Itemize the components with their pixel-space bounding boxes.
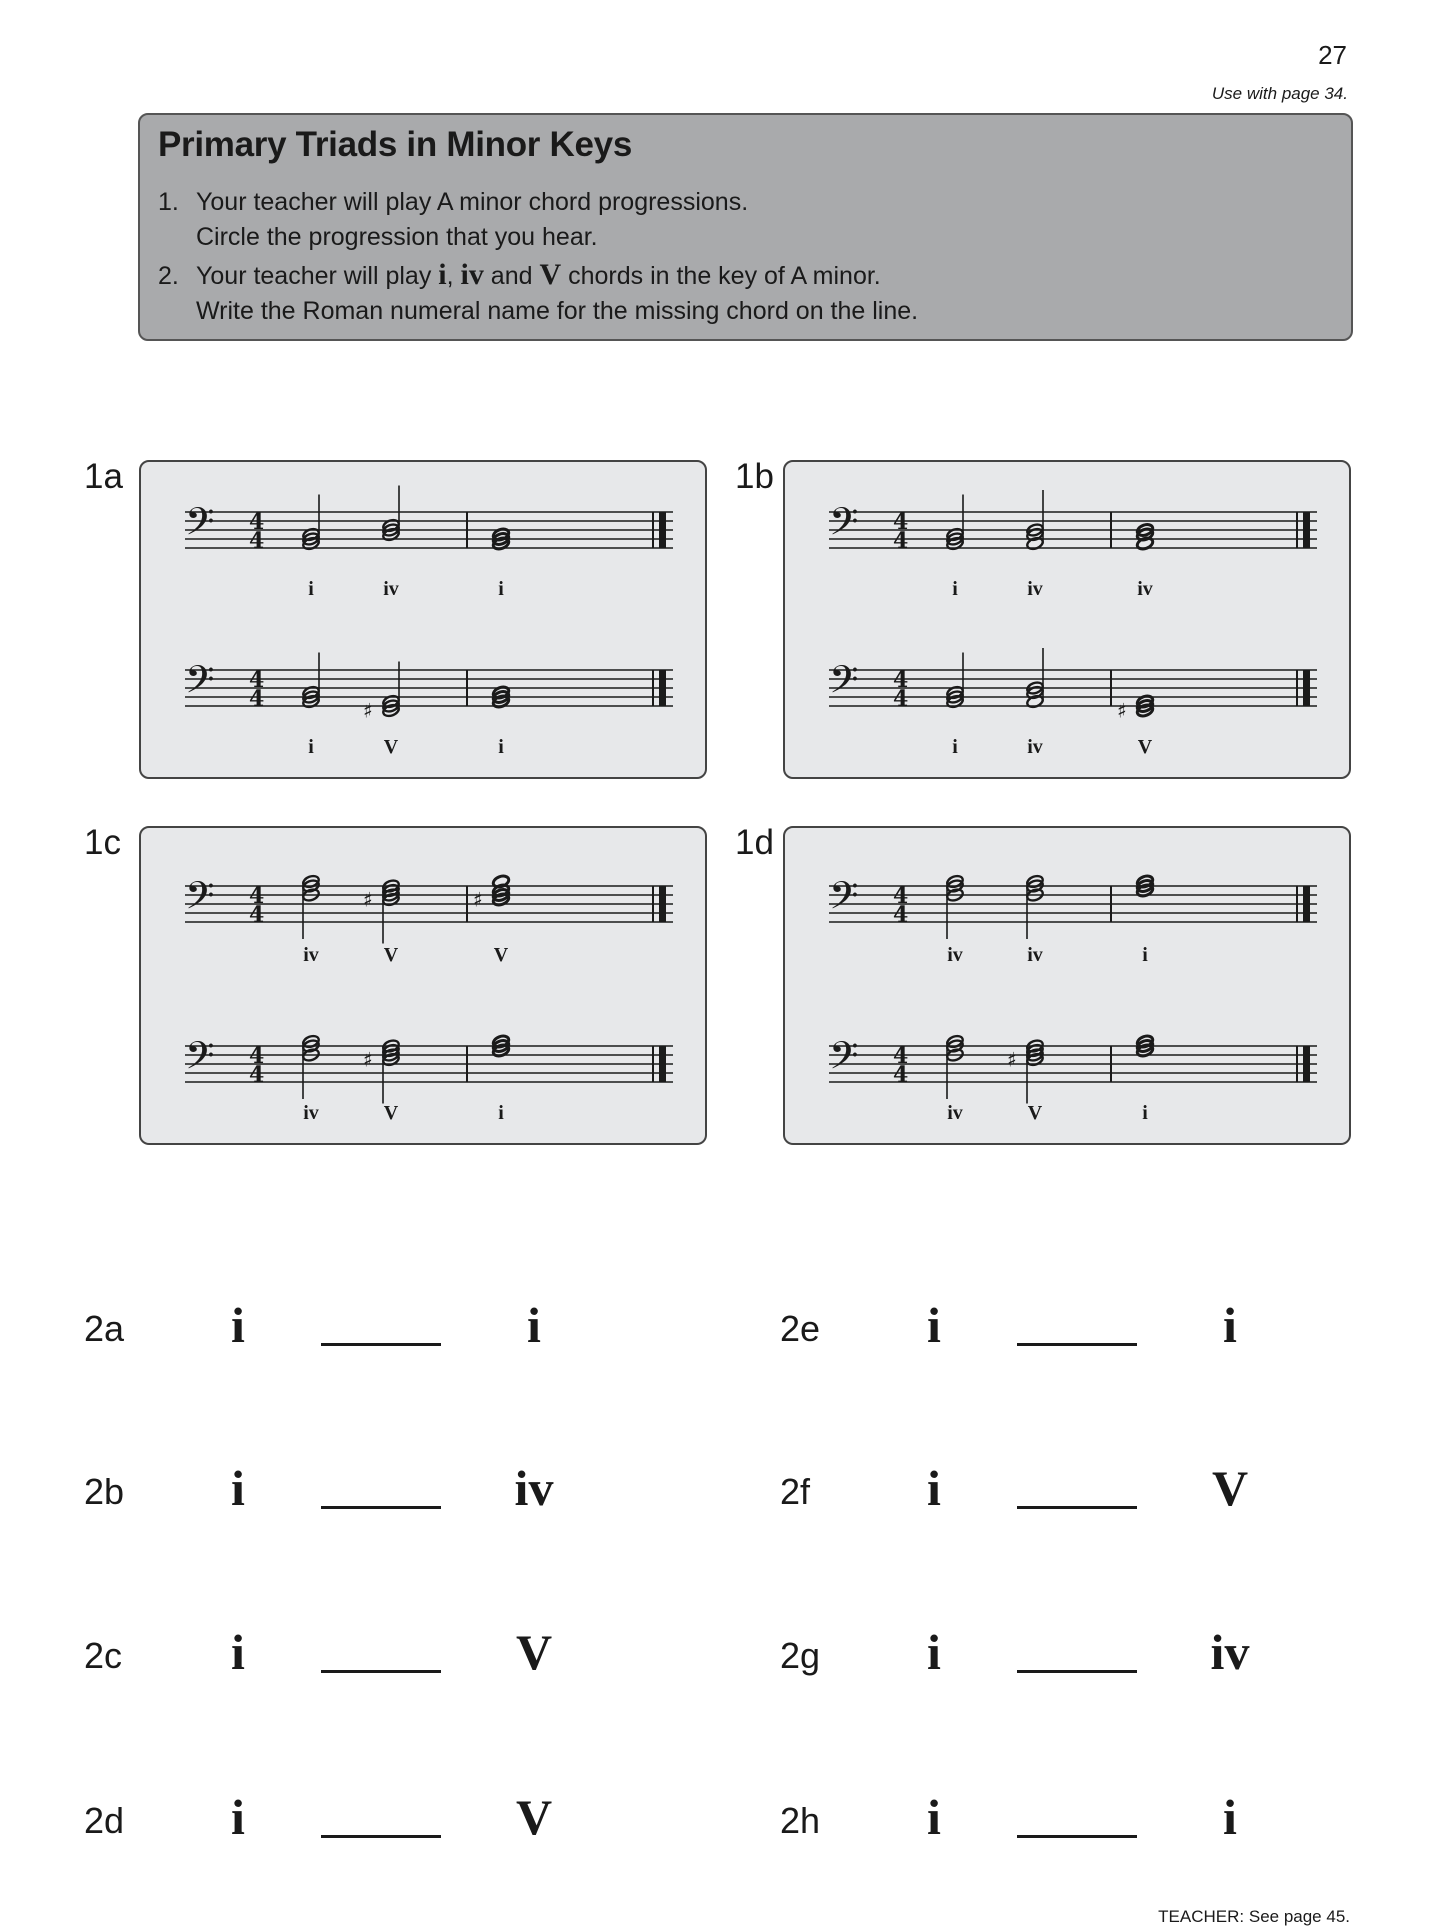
given-chord: V <box>515 1789 553 1845</box>
instruction-text: Circle the progression that you hear. <box>196 223 598 251</box>
chord <box>946 874 964 939</box>
exercise-card-1b[interactable] <box>783 460 1351 779</box>
bass-clef: 𝄢 <box>185 873 215 927</box>
roman-numeral: i <box>1142 1102 1148 1124</box>
roman-numeral: iv <box>1027 578 1043 600</box>
answer-blank[interactable] <box>321 1343 441 1346</box>
instruction-text: chords in the key of A minor. <box>561 262 881 290</box>
sharp-sign: ♯ <box>1117 698 1127 723</box>
final-barline <box>659 670 666 706</box>
time-signature: 4 <box>893 686 909 712</box>
final-barline <box>659 886 666 922</box>
answer-blank[interactable] <box>321 1835 441 1838</box>
instruction-1 <box>158 185 748 255</box>
roman-numeral: i <box>498 1102 504 1124</box>
exercise-label: 2e <box>780 1308 821 1349</box>
chord-symbol: V <box>539 258 562 291</box>
chord <box>473 874 510 911</box>
staff-system-1[interactable] <box>829 490 1317 554</box>
roman-numeral: iv <box>947 1102 963 1124</box>
teacher-note: TEACHER: See page 45. <box>1158 1907 1350 1926</box>
chord <box>946 495 964 551</box>
exercise-label: 2a <box>84 1308 125 1349</box>
answer-blank[interactable] <box>1017 1343 1137 1346</box>
roman-numeral: iv <box>1027 736 1043 758</box>
chord <box>363 1039 400 1104</box>
chord <box>1117 694 1154 722</box>
bass-clef: 𝄢 <box>829 1033 859 1087</box>
bass-clef: 𝄢 <box>185 657 215 711</box>
time-signature: 4 <box>249 686 265 712</box>
time-signature: 4 <box>893 1062 909 1088</box>
final-barline <box>1303 886 1310 922</box>
instruction-text: and <box>483 262 540 290</box>
exercise-label: 2g <box>780 1635 821 1676</box>
staff-diagram <box>141 462 709 781</box>
chord <box>946 1034 964 1099</box>
given-chord: i <box>231 1460 245 1516</box>
answer-blank[interactable] <box>321 1506 441 1509</box>
given-chord: i <box>927 1789 941 1845</box>
exercise-label: 1d <box>735 823 774 862</box>
time-signature: 4 <box>249 509 265 535</box>
time-signature: 4 <box>249 1043 265 1069</box>
instructions-box <box>138 113 1353 341</box>
given-chord: i <box>231 1789 245 1845</box>
bass-clef: 𝄢 <box>829 873 859 927</box>
page-number: 27 <box>1318 40 1347 70</box>
sharp-sign: ♯ <box>473 887 483 912</box>
bass-clef: 𝄢 <box>185 1033 215 1087</box>
final-barline <box>1303 1046 1310 1082</box>
roman-numeral: i <box>308 736 314 758</box>
roman-numeral: iv <box>1137 578 1153 600</box>
roman-numeral: i <box>952 736 958 758</box>
chord <box>302 653 320 709</box>
roman-numeral: V <box>1027 1102 1043 1124</box>
exercise-label: 2f <box>780 1471 811 1512</box>
answer-blank[interactable] <box>1017 1670 1137 1673</box>
staff-system-1[interactable] <box>185 873 673 944</box>
chord <box>302 495 320 551</box>
staff-system-1[interactable] <box>185 486 673 555</box>
given-chord: V <box>1211 1460 1249 1516</box>
roman-numeral: iv <box>303 1102 319 1124</box>
chord-symbol: iv <box>460 258 484 291</box>
exercise-card-1d[interactable] <box>783 826 1351 1145</box>
given-chord: i <box>231 1624 245 1680</box>
exercise-label: 2c <box>84 1635 123 1676</box>
staff-system-2[interactable] <box>829 648 1317 723</box>
time-signature: 4 <box>249 1062 265 1088</box>
time-signature: 4 <box>893 528 909 554</box>
time-signature: 4 <box>249 667 265 693</box>
sharp-sign: ♯ <box>363 1047 373 1072</box>
bass-clef: 𝄢 <box>829 657 859 711</box>
chord-symbol: i <box>438 258 447 291</box>
instruction-text: Write the Roman numeral name for the missing chord on the line. <box>196 297 919 325</box>
exercise-label: 2h <box>780 1800 821 1841</box>
answer-blank[interactable] <box>1017 1835 1137 1838</box>
roman-numeral: V <box>383 736 399 758</box>
time-signature: 4 <box>249 528 265 554</box>
chord <box>1026 874 1044 939</box>
given-chord: i <box>1223 1297 1237 1353</box>
given-chord: iv <box>1210 1624 1250 1680</box>
time-signature: 4 <box>249 902 265 928</box>
instruction-text: Your teacher will play A minor chord progressions. <box>196 188 749 216</box>
chord <box>363 879 400 944</box>
exercise-label: 2b <box>84 1471 125 1512</box>
time-signature: 4 <box>893 667 909 693</box>
bass-clef: 𝄢 <box>185 499 215 553</box>
staff-diagram <box>141 828 709 1147</box>
roman-numeral: iv <box>1027 944 1043 966</box>
exercise-card-1a[interactable] <box>139 460 707 779</box>
given-chord: i <box>927 1297 941 1353</box>
chord <box>946 653 964 709</box>
roman-numeral: iv <box>303 944 319 966</box>
final-barline <box>1303 512 1310 548</box>
chord <box>302 1034 320 1099</box>
answer-blank[interactable] <box>1017 1506 1137 1509</box>
roman-numeral: V <box>493 944 509 966</box>
given-chord: i <box>527 1297 541 1353</box>
instruction-number: 1. <box>158 188 179 216</box>
sharp-sign: ♯ <box>363 887 373 912</box>
sharp-sign: ♯ <box>363 698 373 723</box>
chord <box>1007 1039 1044 1104</box>
roman-numeral: i <box>1142 944 1148 966</box>
final-barline <box>659 512 666 548</box>
staff-system-2[interactable] <box>185 1033 673 1104</box>
instruction-number: 2. <box>158 262 179 290</box>
roman-numeral: i <box>498 736 504 758</box>
exercise-card-1c[interactable] <box>139 826 707 1145</box>
staff-diagram <box>785 828 1353 1147</box>
time-signature: 4 <box>893 509 909 535</box>
answer-blank[interactable] <box>321 1670 441 1673</box>
page-title: Primary Triads in Minor Keys <box>158 125 632 164</box>
roman-numeral: V <box>383 1102 399 1124</box>
chord <box>1136 523 1154 551</box>
exercise-label: 1b <box>735 457 774 496</box>
time-signature: 4 <box>249 883 265 909</box>
given-chord: iv <box>514 1460 554 1516</box>
roman-numeral: i <box>952 578 958 600</box>
exercise-label: 1a <box>84 457 123 496</box>
chord <box>382 486 400 542</box>
time-signature: 4 <box>893 883 909 909</box>
given-chord: i <box>927 1460 941 1516</box>
instruction-2 <box>158 257 918 329</box>
staff-system-2[interactable] <box>829 1033 1317 1104</box>
roman-numeral: i <box>498 578 504 600</box>
sharp-sign: ♯ <box>1007 1047 1017 1072</box>
use-with-note: Use with page 34. <box>1211 84 1348 103</box>
roman-numeral: V <box>383 944 399 966</box>
exercise-label: 2d <box>84 1800 125 1841</box>
instruction-text: Your teacher will play <box>196 262 439 290</box>
roman-numeral: iv <box>383 578 399 600</box>
final-barline <box>659 1046 666 1082</box>
given-chord: i <box>1223 1789 1237 1845</box>
bass-clef: 𝄢 <box>829 499 859 553</box>
final-barline <box>1303 670 1310 706</box>
given-chord: i <box>927 1624 941 1680</box>
time-signature: 4 <box>893 902 909 928</box>
roman-numeral: i <box>308 578 314 600</box>
staff-diagram <box>785 462 1353 781</box>
roman-numeral: V <box>1137 736 1153 758</box>
staff-system-2[interactable] <box>185 653 673 723</box>
roman-numeral: iv <box>947 944 963 966</box>
time-signature: 4 <box>893 1043 909 1069</box>
given-chord: V <box>515 1624 553 1680</box>
exercise-label: 1c <box>84 823 121 862</box>
staff-system-1[interactable] <box>829 873 1317 939</box>
chord <box>302 874 320 939</box>
instruction-text: , <box>446 262 461 290</box>
given-chord: i <box>231 1297 245 1353</box>
